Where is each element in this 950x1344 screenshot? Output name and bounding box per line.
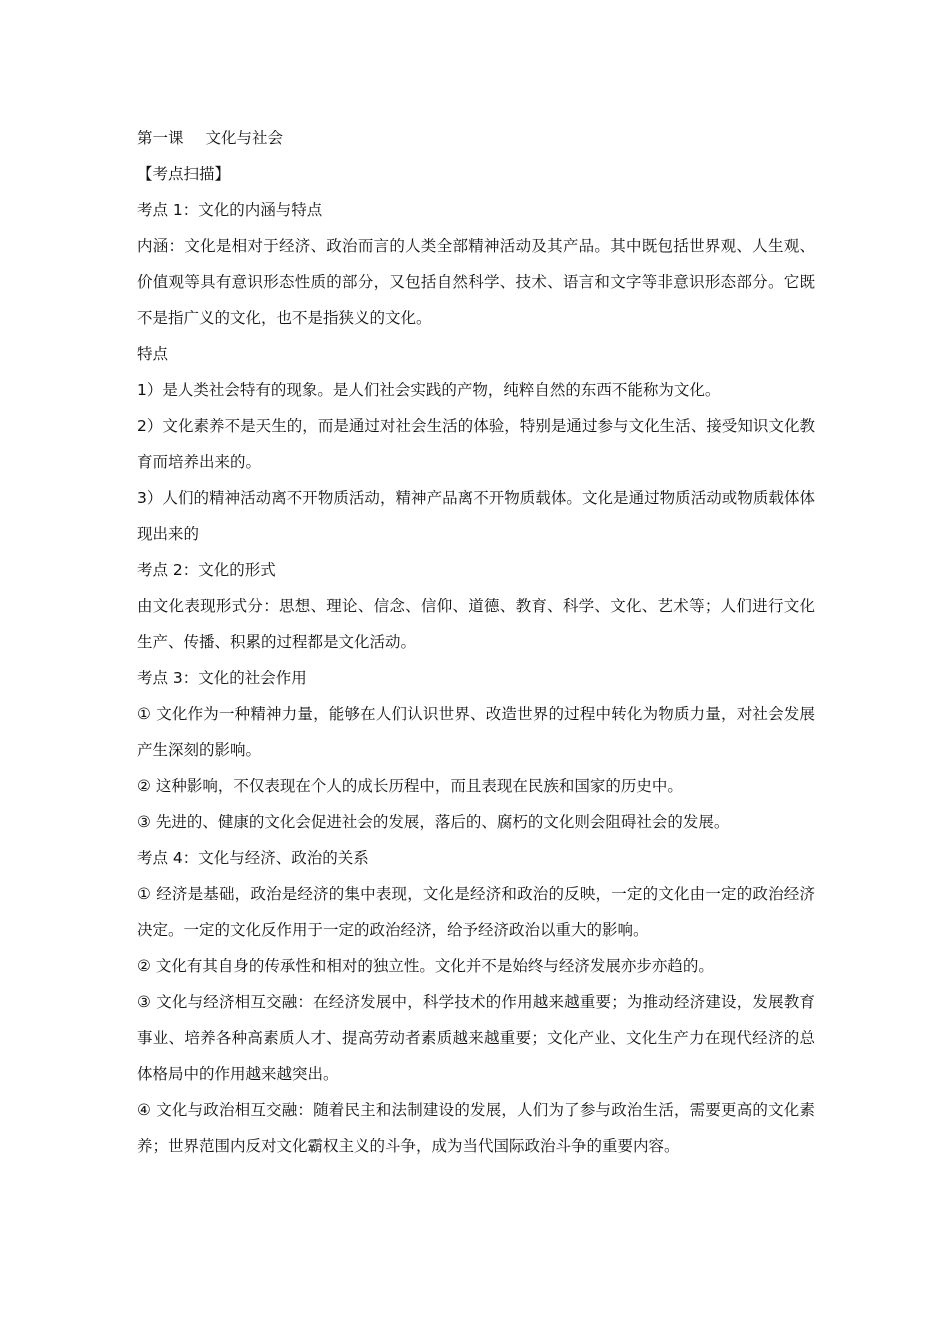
point4-item-4: ④ 文化与政治相互交融：随着民主和法制建设的发展，人们为了参与政治生活，需要更高的文化素养；世界范围内反对文化霸权主义的斗争，成为当代国际政治斗争的重要内容。 — [137, 1101, 815, 1155]
point3-item-1: ① 文化作为一种精神力量，能够在人们认识世界、改造世界的过程中转化为物质力量，对社会发展产生深刻的影响。 — [137, 705, 815, 759]
point3-item-2: ② 这种影响，不仅表现在个人的成长历程中，而且表现在民族和国家的历史中。 — [137, 777, 683, 795]
point1-feature-2: 2）文化素养不是天生的，而是通过对社会生活的体验，特别是通过参与文化生活、接受知识文化教育而培养出来的。 — [137, 417, 815, 471]
point1-features-label: 特点 — [137, 345, 169, 363]
point2-text: 由文化表现形式分：思想、理论、信念、信仰、道德、教育、科学、文化、艺术等；人们进行文化生产、传播、积累的过程都是文化活动。 — [137, 597, 815, 651]
point3-item-3: ③ 先进的、健康的文化会促进社会的发展，落后的、腐朽的文化则会阻碍社会的发展。 — [137, 813, 730, 831]
point3-heading: 考点 3：文化的社会作用 — [137, 669, 307, 687]
point4-item-2: ② 文化有其自身的传承性和相对的独立性。文化并不是始终与经济发展亦步亦趋的。 — [137, 957, 714, 975]
point2-heading: 考点 2：文化的形式 — [137, 561, 276, 579]
lesson-title — [137, 120, 815, 156]
point4-heading: 考点 4：文化与经济、政治的关系 — [137, 849, 369, 867]
point4-item-3: ③ 文化与经济相互交融：在经济发展中，科学技术的作用越来越重要；为推动经济建设，发展教育事业、培养各种高素质人才、提高劳动者素质越来越重要；文化产业、文化生产力在现代经济的总体格局中的作用越来越突出。 — [137, 993, 815, 1083]
point1-connotation: 内涵：文化是相对于经济、政治而言的人类全部精神活动及其产品。其中既包括世界观、人生观、价值观等具有意识形态性质的部分，又包括自然科学、技术、语言和文字等非意识形态部分。它既不是指广义的文化，也不是指狭义的文化。 — [137, 237, 815, 327]
point1-feature-3: 3）人们的精神活动离不开物质活动，精神产品离不开物质载体。文化是通过物质活动或物质载体体现出来的 — [137, 489, 815, 543]
scan-heading: 【考点扫描】 — [137, 165, 231, 183]
point1-heading: 考点 1：文化的内涵与特点 — [137, 201, 323, 219]
point4-item-1: ① 经济是基础，政治是经济的集中表现，文化是经济和政治的反映，一定的文化由一定的政治经济决定。一定的文化反作用于一定的政治经济，给予经济政治以重大的影响。 — [137, 885, 815, 939]
lesson-title-text: 文化与社会 — [205, 129, 284, 147]
document-page — [137, 120, 815, 1164]
point1-feature-1: 1）是人类社会特有的现象。是人们社会实践的产物，纯粹自然的东西不能称为文化。 — [137, 381, 721, 399]
lesson-number: 第一课 — [137, 129, 184, 147]
